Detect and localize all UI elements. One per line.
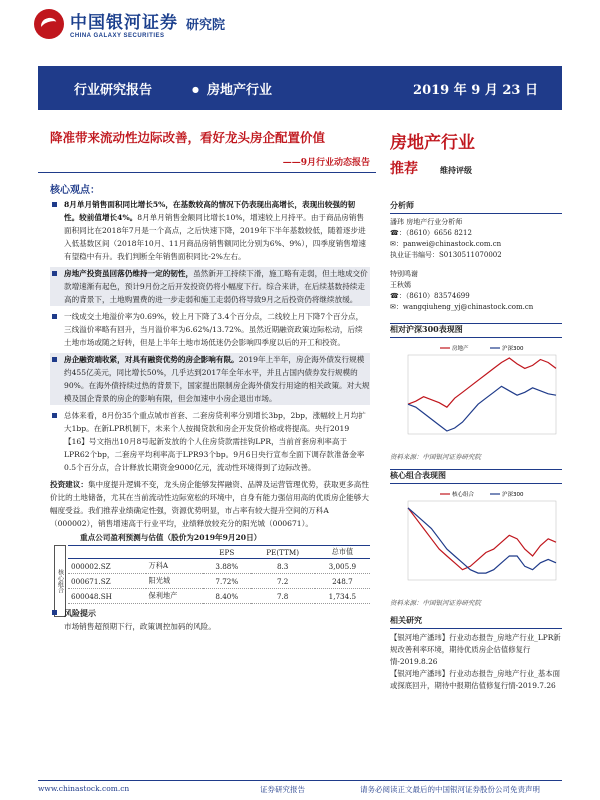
email-icon: ✉ (390, 303, 396, 311)
key-point-text: 虽然新开工持续下滑，施工略有走弱，但土地成交价款增速渐有起色，预计9月份之后开发投资仍将小幅度下行。综合来讲，在后续基数持续走高的背景下，土地购置费的进一步走弱和施工走弱仍将导致9月之后投资仍将继续放缓。 (64, 269, 368, 304)
chart-series-line (408, 358, 556, 407)
footer-disclaimer: 请务必阅读正文最后的中国银河证券股份公司免责声明 (360, 785, 540, 794)
report-date: 2019 年 9 月 23 日 (413, 82, 538, 98)
table-header (68, 546, 146, 559)
related-report-link[interactable]: 【银河地产潘玮】行业动态报告_房地产行业_LPR新规改善利率环境，期待优质房企估值修复行情-2019.8.26 (390, 633, 561, 666)
thanks-title: 特别鸣谢 (390, 270, 418, 278)
related-title: 相关研究 (390, 615, 562, 629)
investment-advice (50, 478, 370, 530)
portfolio-performance-chart (390, 487, 562, 592)
phone-icon: ☎ (390, 292, 399, 300)
phone-icon: ☎ (390, 229, 399, 237)
analyst-cert: 执业证书编号：S0130511070002 (390, 251, 502, 259)
table-title: 重点公司盈利预测与估值（股价为2019年9月20日） (80, 533, 262, 542)
key-point-text: 总体来看，8月份35个重点城市首套、二套房贷利率分别增长3bp，2bp，涨幅较上月均扩大1bp。在新LPR机制下，未来个人按揭贷款和房企开发贷价格或将提高。央行2019【16】号文指出10月8号起新发放的个人住房贷款需挂钩LPR，当前首套房利率高于LPR62个bp，二套房平均利率高于LPR93个bp。9月6日央行宣布全面下调存款准备金率0.5个百分点，合计释放长期资金9000亿元，流动性环境得到了边际改善。 (64, 411, 366, 472)
chart-series-line (408, 508, 556, 570)
banner-sector: ● 房地产行业 (192, 79, 272, 98)
assistant-email[interactable]: ：wangqiuheng_yj@chinastock.com.cn (395, 303, 534, 311)
company-logo (34, 8, 225, 39)
key-point-bullet (50, 267, 370, 306)
table-header: PE(TTM) (251, 546, 315, 559)
table-cell: 7.72% (203, 574, 251, 589)
legend-label: 沪深300 (502, 346, 524, 352)
legend-label: 房地产 (452, 346, 469, 352)
assistant-phone: ：（8610）83574699 (398, 292, 470, 300)
galaxy-logo-icon (34, 9, 64, 39)
key-point-bold: 房企融资端收紧，对具有融资优势的房企影响有限。 (64, 355, 239, 364)
related-report-link[interactable]: 【银河地产潘玮】行业动态报告_房地产行业_基本面或探底回升，期待中报期估值修复行情-2019.7.26 (390, 669, 560, 690)
report-subtitle: ——9月行业动态报告 (282, 158, 370, 168)
key-point-bullet (50, 409, 370, 474)
analyst-title: 分析师 (390, 200, 562, 214)
key-point-bullet (50, 310, 370, 349)
valuation-table (68, 545, 370, 604)
table-cell: 248.7 (315, 574, 370, 589)
title-divider (38, 172, 376, 173)
chart1-title: 相对沪深300表现图 (390, 324, 562, 338)
report-banner (38, 66, 562, 110)
sidebar (390, 200, 562, 692)
key-point-bullet (50, 198, 370, 263)
table-cell: 保利地产 (146, 589, 203, 604)
key-point-text: 一线成交土地溢价率为0.69%，较上月下降了3.4个百分点，二线较上月下降7个百分点，三线溢价率略有回升，当月溢价率为6.62%/13.72%。虽然近期融资政策边际松动，后续土地市场或随之好转，但是上半年土地市场低迷仍会影响四季度以后的开工和投资。 (64, 312, 364, 347)
chart1-source: 资料来源：中国银河证券研究院 (390, 453, 481, 461)
chart2-source: 资料来源：中国银河证券研究院 (390, 599, 481, 607)
table-cell: 阳光城 (146, 574, 203, 589)
email-icon: ✉ (390, 240, 396, 248)
table-cell: 7.2 (251, 574, 315, 589)
chart-plot-area (408, 355, 556, 434)
key-point-bold: 8月单月销售面积同比增长5%，在基数较高的情况下仍表现出高增长，表现出较强的韧性。较前值增长4%。 (64, 200, 356, 222)
recommendation: 推荐 (390, 161, 418, 177)
table-cell: 3,005.9 (315, 559, 370, 574)
table-cell: 1,734.5 (315, 589, 370, 604)
analyst-phone: ：（8610）6656 8212 (398, 229, 472, 237)
legend-label: 核心组合 (452, 492, 475, 498)
table-row (68, 559, 370, 574)
sector-label: 房地产行业 (390, 133, 475, 153)
legend-label: 沪深300 (502, 492, 524, 498)
institute-label: 研究院 (186, 18, 226, 33)
table-cell: 8.3 (251, 559, 315, 574)
key-point-text: 2019年上半年，房企海外债发行规模约455亿美元，同比增长50%，几乎达到2017年全年水平，并且占国内债券发行规模的90%。在海外债持续过热的背景下，国家提出限制房企海外债发行用途的相关政策。对大规模及国企背景的房企的影响有限，但会加速中小房企退出市场。 (64, 355, 370, 403)
rating-label: 维持评级 (440, 165, 472, 175)
key-point-bold: 房地产投资虽回落仍维持一定的韧性， (64, 269, 194, 278)
main-column (50, 198, 370, 632)
chart2-title: 核心组合表现图 (390, 470, 562, 484)
chart-series-line (408, 386, 556, 431)
table-cell: 7.8 (251, 589, 315, 604)
risk-title: 风险提示 (50, 608, 370, 619)
analyst-name: 潘玮 房地产行业分析师 (390, 218, 463, 226)
footer-site[interactable]: www.chinastock.com.cn (38, 784, 130, 793)
table-cell: 万科A (146, 559, 203, 574)
logo-chinese-name: 中国银河证券 (70, 13, 178, 33)
table-cell: 600048.SH (68, 589, 146, 604)
table-header: 总市值 (315, 546, 370, 559)
table-side-label: 核心组合 (54, 545, 66, 617)
table-cell: 000002.SZ (68, 559, 146, 574)
table-cell: 8.40% (203, 589, 251, 604)
report-type: 行业研究报告 (74, 82, 153, 98)
assistant-name: 王秋嫣 (390, 281, 411, 289)
footer-cert: 证券研究报告 (260, 785, 305, 794)
logo-english-name: CHINA GALAXY SECURITIES (70, 33, 165, 39)
table-row (68, 574, 370, 589)
relative-performance-chart (390, 341, 562, 446)
table-row (68, 589, 370, 604)
table-cell: 3.88% (203, 559, 251, 574)
risk-text: 市场销售超预期下行，政策调控加码的风险。 (64, 622, 216, 631)
key-point-text: 8月单月销售金额同比增长10%，增速较上月持平。由于商品房销售面积同比在2018年7月是一个高点，之后快速下降，2019年下半年基数较低，随着逐步进入低基数区间（2018年10月、11月商品房销售额同比分别为6%、9%），四季度销售增速有望稳中有升。我们判断全年销售面积同比-2%左右。 (64, 213, 366, 261)
table-header: EPS (203, 546, 251, 559)
chart-series-line (408, 508, 556, 573)
table-cell: 000671.SZ (68, 574, 146, 589)
report-headline: 降准带来流动性边际改善，看好龙头房企配置价值 (50, 130, 326, 145)
key-points-title: 核心观点： (50, 185, 100, 196)
footer-divider (38, 780, 562, 781)
table-header (146, 546, 203, 559)
invest-text: 集中度提升逻辑不变，龙头房企能够发挥融资、品牌及运营管理优势，获取更多高性价比的土地储备，尤其在当前流动性边际宽松的环境中，自身有能力强信用高的优质房企能够大幅度受益。我们推荐业绩确定性强，资源优势明显，市占率有较大提升空间的万科A（000002），销售增速高于行业平均，业绩释放较充分的阳光城（000671）。 (50, 480, 369, 528)
analyst-email[interactable]: ：panwei@chinastock.com.cn (395, 240, 502, 248)
key-point-bullet (50, 353, 370, 405)
invest-label: 投资建议： (50, 480, 88, 489)
